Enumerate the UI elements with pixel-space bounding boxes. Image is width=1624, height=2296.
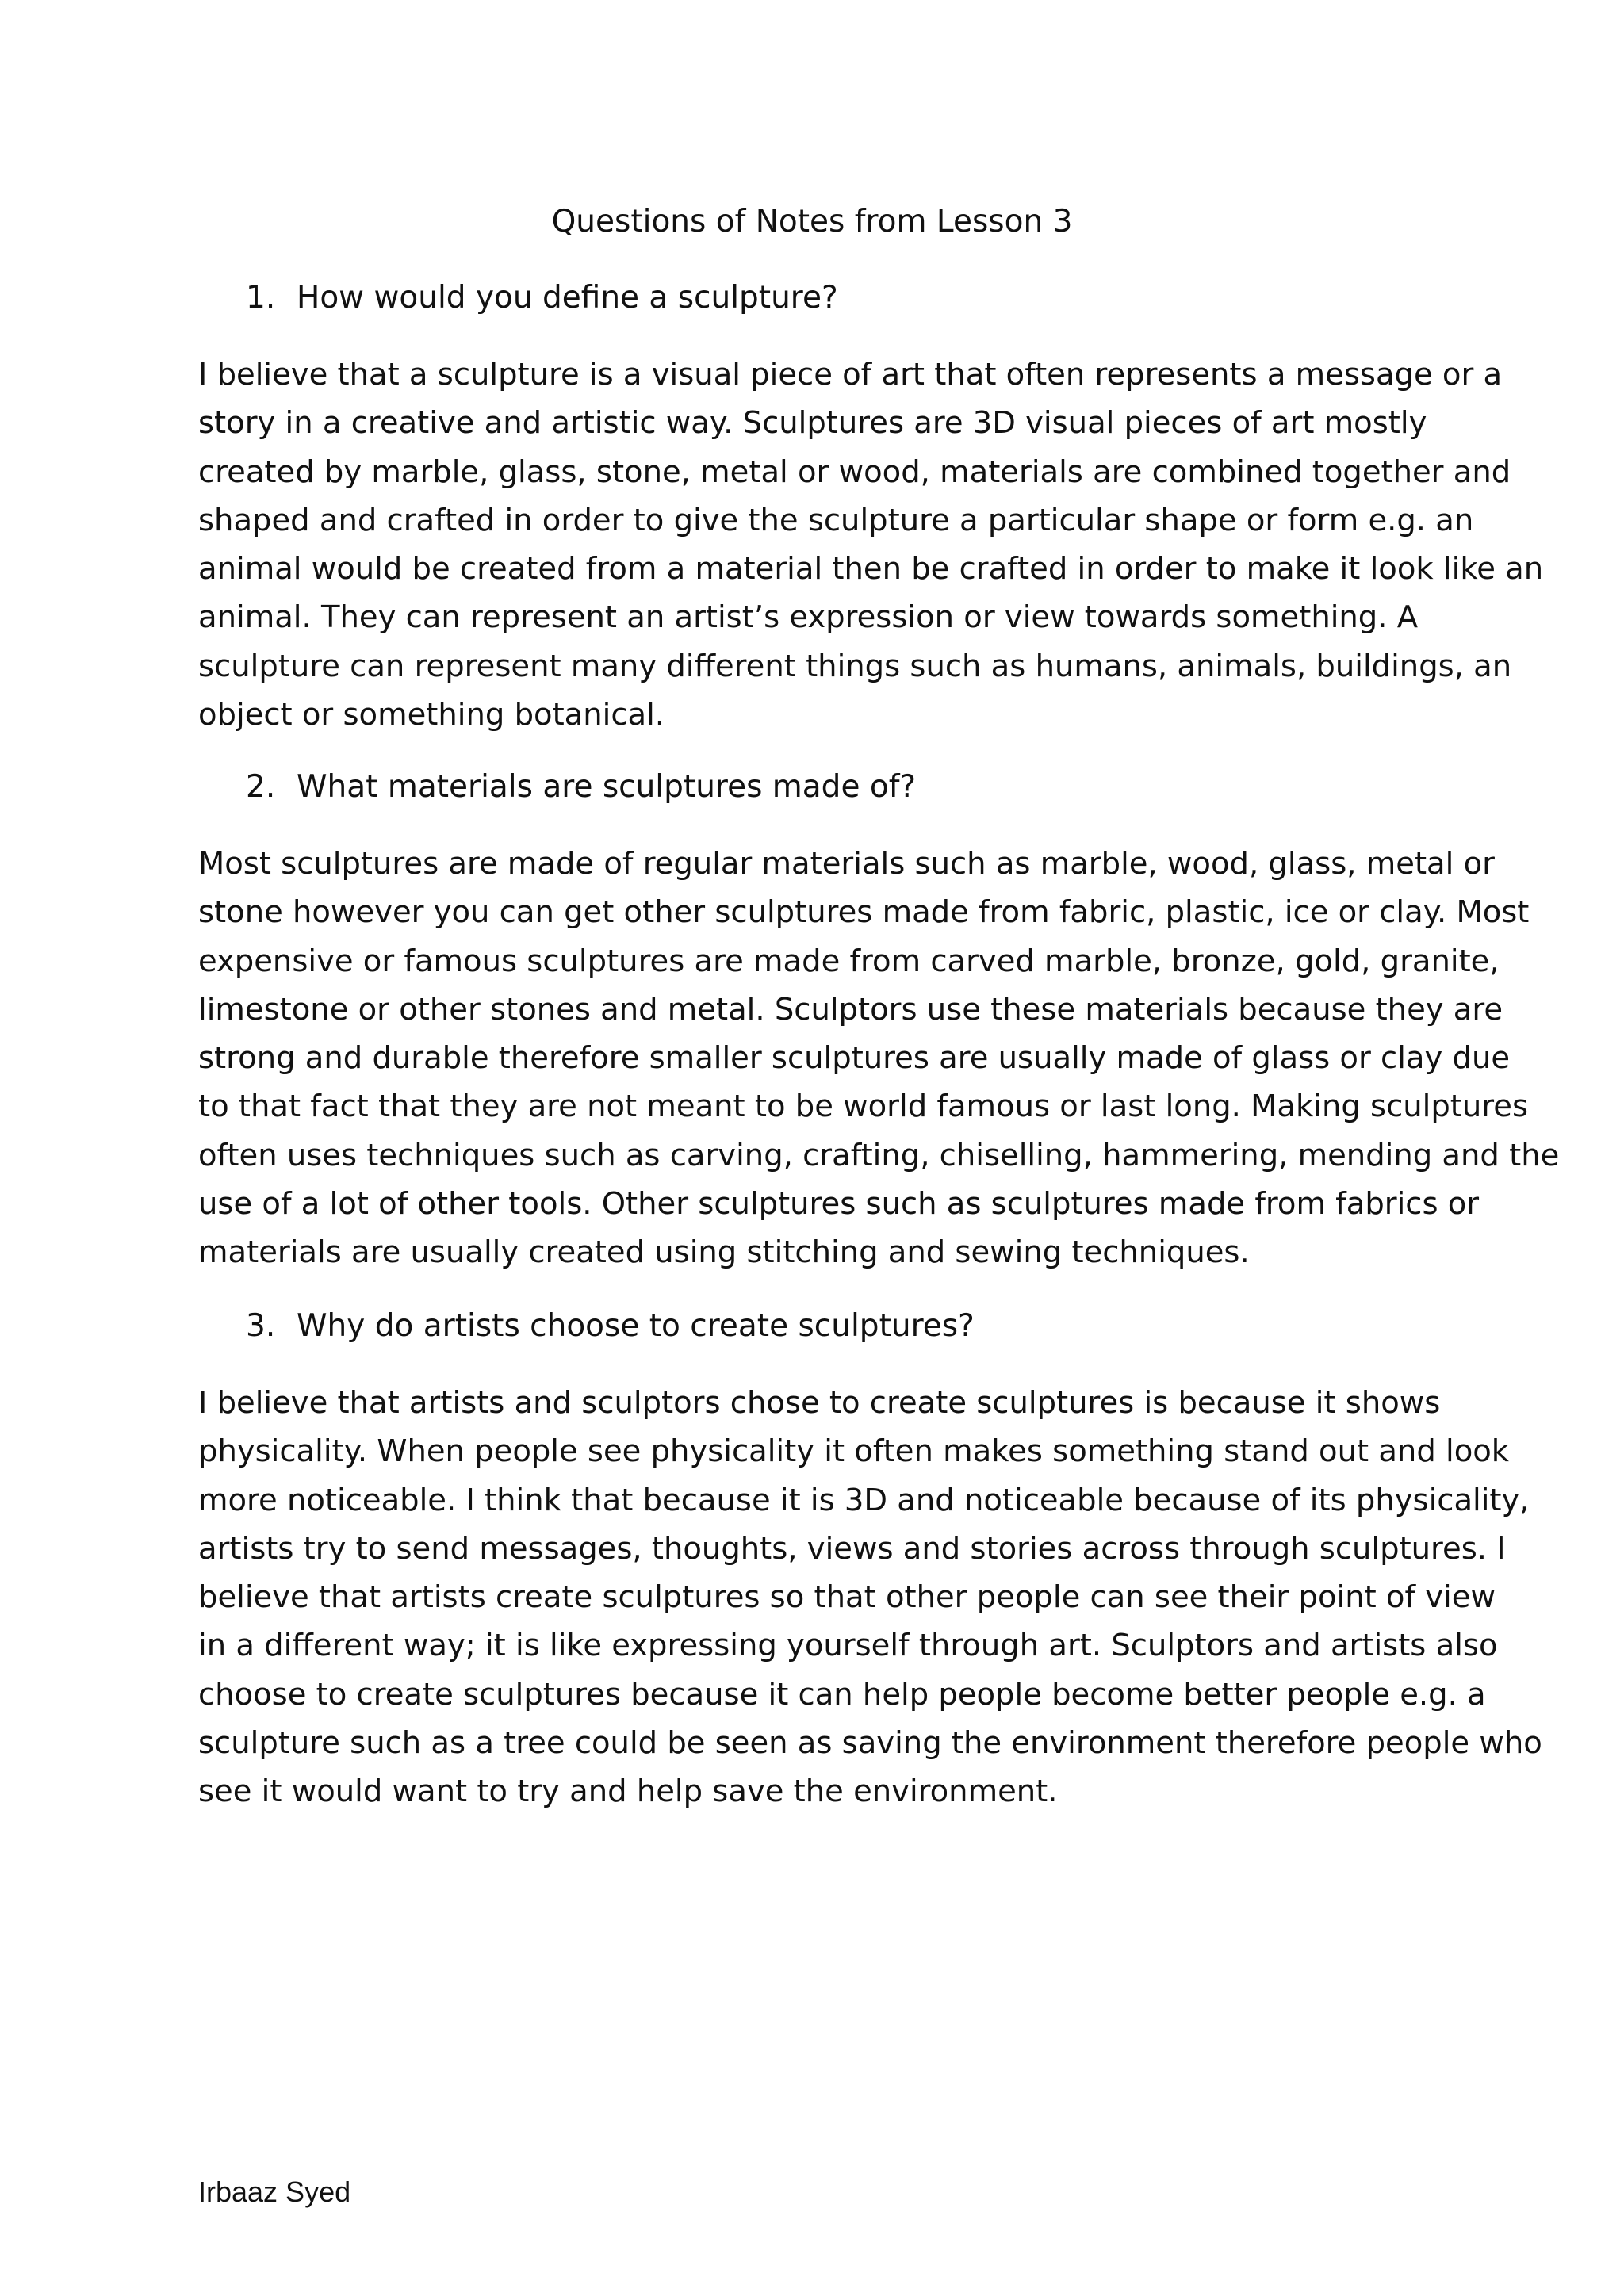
answer-3 — [198, 1379, 1542, 1816]
answer-line: I believe that a sculpture is a visual piece of art that often represents a message or a — [198, 357, 1503, 392]
answer-line: object or something botanical. — [198, 697, 665, 733]
answer-line: use of a lot of other tools. Other sculptures such as sculptures made from fabrics or — [198, 1186, 1480, 1223]
answer-line: stone however you can get other sculptures made from fabric, plastic, ice or clay. Most — [198, 894, 1530, 931]
author-name: Irbaaz Syed — [198, 2175, 351, 2208]
answer-line: physicality. When people see physicality it often makes something stand out and look — [198, 1433, 1510, 1470]
answer-line: in a different way; it is like expressing yourself through art. Sculptors and artists also — [198, 1628, 1498, 1664]
answer-line: limestone or other stones and metal. Sculptors use these materials because they are — [198, 991, 1503, 1027]
answer-line: animal would be created from a material then be crafted in order to make it look like an — [198, 551, 1544, 587]
answer-line: animal. They can represent an artist’s expression or view towards something. A — [198, 599, 1419, 636]
answer-2 — [198, 840, 1560, 1277]
question-text: Why do artists choose to create sculptures? — [297, 1308, 975, 1344]
answer-line: shaped and crafted in order to give the sculpture a particular shape or form e.g. an — [198, 502, 1474, 538]
answer-line: see it would want to try and help save the environment. — [198, 1774, 1058, 1810]
question-number: 2. — [246, 769, 276, 805]
answer-line: sculpture can represent many different things such as humans, animals, buildings, an — [198, 648, 1512, 684]
question-text: What materials are sculptures made of? — [297, 769, 917, 805]
answer-line: story in a creative and artistic way. Sculptures are 3D visual pieces of art mostly — [198, 405, 1427, 442]
answer-line: Most sculptures are made of regular materials such as marble, wood, glass, metal or — [198, 846, 1495, 882]
answer-1 — [198, 350, 1544, 739]
question-number: 1. — [246, 280, 276, 316]
answer-line: sculpture such as a tree could be seen as saving the environment therefore people who — [198, 1725, 1542, 1762]
question-number: 3. — [246, 1308, 276, 1344]
document-title: Questions of Notes from Lesson 3 — [551, 204, 1073, 239]
answer-line: artists try to send messages, thoughts, views and stories across through sculptures. I — [198, 1530, 1506, 1567]
answer-line: often uses techniques such as carving, crafting, chiselling, hammering, mending and the — [198, 1137, 1560, 1173]
answer-line: strong and durable therefore smaller sculptures are usually made of glass or clay due — [198, 1040, 1511, 1077]
answer-line: I believe that artists and sculptors chose to create sculptures is because it shows — [198, 1385, 1441, 1421]
answer-line: believe that artists create sculptures so that other people can see their point of view — [198, 1579, 1496, 1616]
answer-line: created by marble, glass, stone, metal or wood, materials are combined together and — [198, 453, 1511, 490]
answer-line: expensive or famous sculptures are made from carved marble, bronze, gold, granite, — [198, 943, 1500, 979]
answer-line: more noticeable. I think that because it is 3D and noticeable because of its physicality, — [198, 1482, 1530, 1518]
question-text: How would you define a sculpture? — [297, 280, 838, 316]
answer-line: to that fact that they are not meant to be world famous or last long. Making sculptures — [198, 1089, 1529, 1125]
answer-line: choose to create sculptures because it can help people become better people e.g. a — [198, 1676, 1486, 1712]
answer-line: materials are usually created using stitching and sewing techniques. — [198, 1234, 1250, 1271]
